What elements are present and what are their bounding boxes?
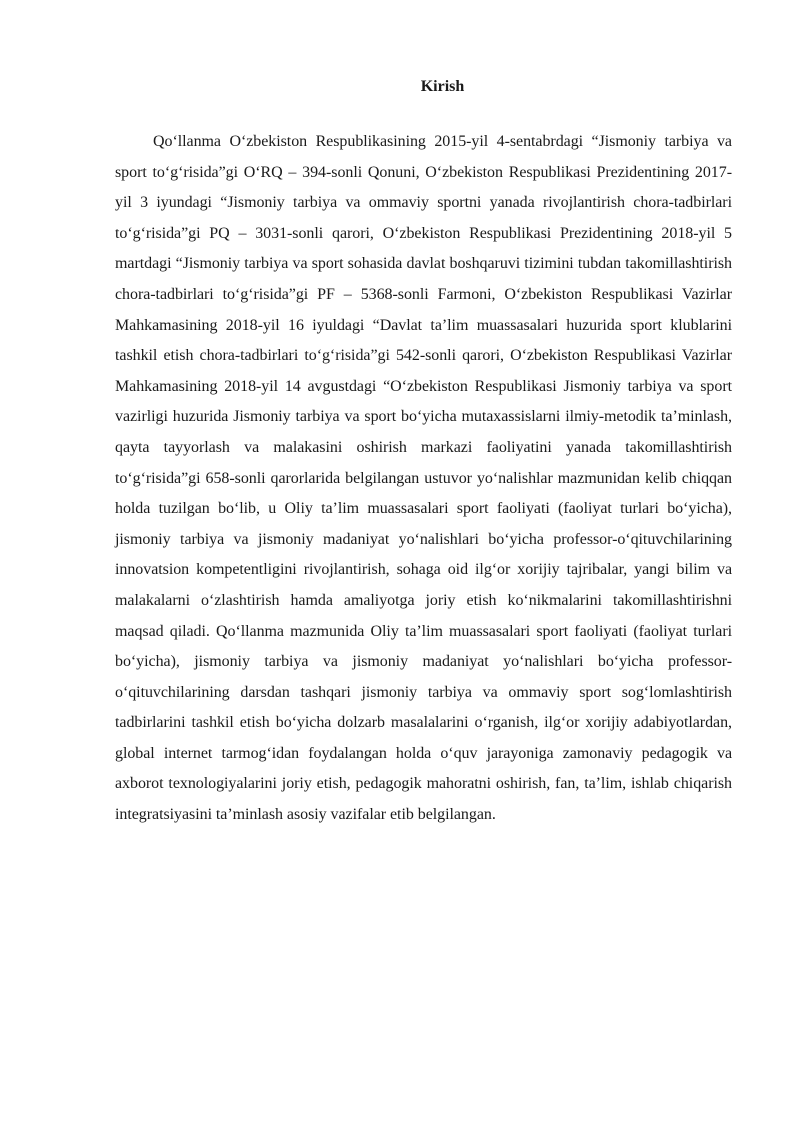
body-paragraph: Qo‘llanma O‘zbekiston Respublikasining 2015-yil 4-sentabrdagi “Jismoniy tarbiya va sport to‘g‘risida”gi O‘RQ – 394-sonli Qonuni, O‘zbekiston Respublikasi Prezidentining 2017-yil 3 iyundagi “Jismoniy tarbiya va ommaviy sportni yanada rivojlantirish chora-tadbirlari to‘g‘risida”gi PQ – 3031-sonli qarori, O‘zbekiston Respublikasi Prezidentining 2018-yil 5 martdagi “Jismoniy tarbiya va sport sohasida davlat boshqaruvi tizimini tubdan takomillashtirish chora-tadbirlari to‘g‘risida”gi PF – 5368-sonli Farmoni, O‘zbekiston Respublikasi Vazirlar Mahkamasining 2018-yil 16 iyuldagi “Davlat ta’lim muassasalari huzurida sport klublarini tashkil etish chora-tadbirlari to‘g‘risida”gi 542-sonli qarori, O‘zbekiston Respublikasi Vazirlar Mahkamasining 2018-yil 14 avgustdagi “O‘zbekiston Respublikasi Jismoniy tarbiya va sport vazirligi huzurida Jismoniy tarbiya va sport bo‘yicha mutaxassislarni ilmiy-metodik ta’minlash, qayta tayyorlash va malakasini oshirish markazi faoliyatini yanada takomillashtirish to‘g‘risida”gi 658-sonli qarorlarida belgilangan ustuvor yo‘nalishlar mazmunidan kelib chiqqan holda tuzilgan bo‘lib, u Oliy ta’lim muassasalari sport faoliyati (faoliyat turlari bo‘yicha), jismoniy tarbiya va jismoniy madaniyat yo‘nalishlari bo‘yicha professor-o‘qituvchilarining innovatsion kompetentligini rivojlantirish, sohaga oid ilg‘or xorijiy tajribalar, yangi bilim va malakalarni o‘zlashtirish hamda amaliyotga joriy etish ko‘nikmalarini takomillashtirishni maqsad qiladi. Qo‘llanma mazmunida Oliy ta’lim muassasalari sport faoliyati (faoliyat turlari bo‘yicha), jismoniy tarbiya va jismoniy madaniyat yo‘nalishlari bo‘yicha professor-o‘qituvchilarining darsdan tashqari jismoniy tarbiya va ommaviy sport sog‘lomlashtirish tadbirlarini tashkil etish bo‘yicha dolzarb masalalarini o‘rganish, ilg‘or xorijiy adabiyotlardan, global internet tarmog‘idan foydalangan holda o‘quv jarayoniga zamonaviy pedagogik va axborot texnologiyalarini joriy etish, pedagogik mahoratni oshirish, fan, ta’lim, ishlab chiqarish integratsiyasini ta’minlash asosiy vazifalar etib belgilangan. [115, 133, 732, 824]
page-title: Kirish [420, 78, 465, 95]
